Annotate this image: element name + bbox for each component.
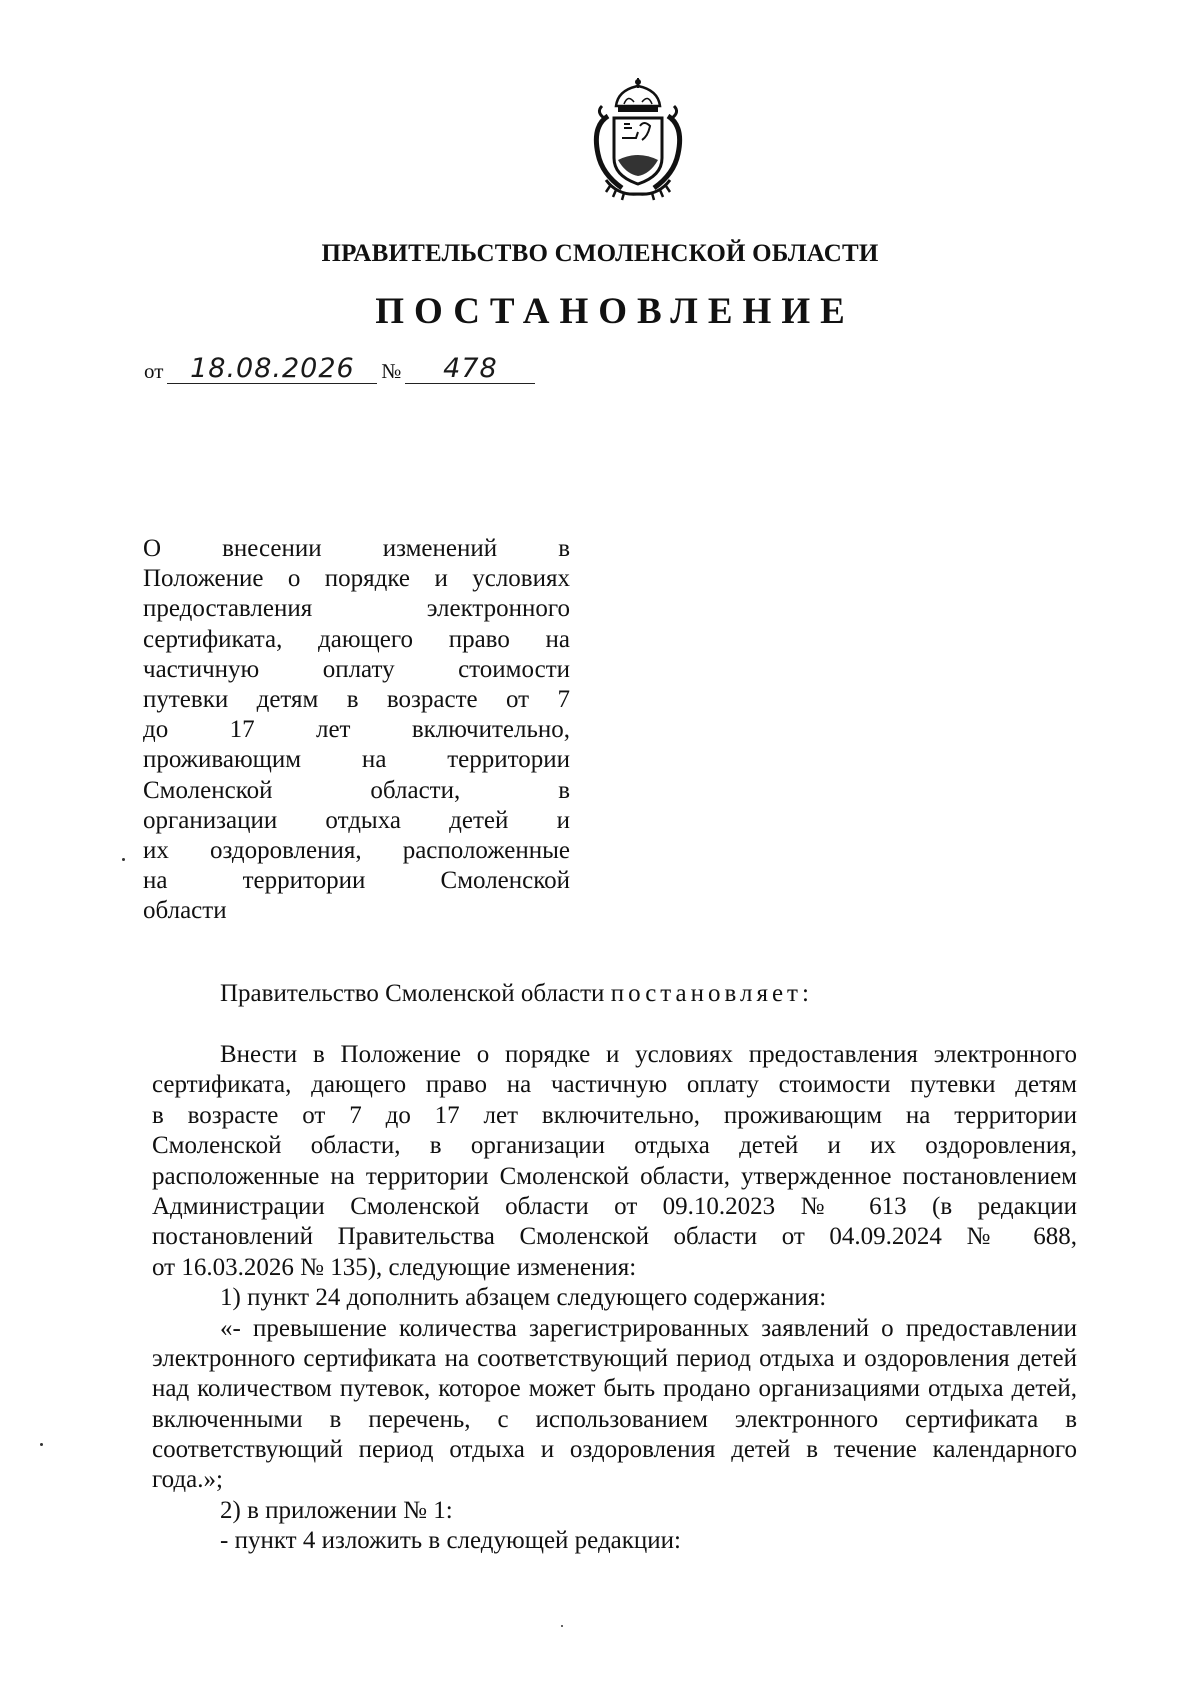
subject-line: Смоленской области, в bbox=[143, 776, 570, 804]
preamble-text: Правительство Смоленской области bbox=[220, 980, 605, 1007]
body-line: расположенные на территории Смоленской области, утвержденное постановлением bbox=[152, 1162, 1077, 1190]
body-line: Администрации Смоленской области от 09.10.2023 № 613 (в редакции bbox=[152, 1192, 1077, 1220]
scan-speck bbox=[122, 858, 125, 861]
date-number-line bbox=[140, 355, 535, 389]
body-line: 1) пункт 24 дополнить абзацем следующего содержания: bbox=[220, 1284, 827, 1312]
subject-line: предоставления электронного bbox=[143, 595, 570, 623]
subject-line: на территории Смоленской bbox=[143, 867, 570, 895]
body-line: над количеством путевок, которое может быть продано организациями отдыха детей, bbox=[152, 1375, 1077, 1403]
handwritten-number: 478 bbox=[405, 355, 535, 384]
body-line: соответствующий период отдыха и оздоровления детей в течение календарного bbox=[152, 1436, 1077, 1464]
body-line: сертификата, дающего право на частичную оплату стоимости путевки детям bbox=[152, 1071, 1077, 1099]
document-body bbox=[152, 1040, 1077, 1557]
organization-name: ПРАВИТЕЛЬСТВО СМОЛЕНСКОЙ ОБЛАСТИ bbox=[321, 240, 879, 267]
subject-line: их оздоровления, расположенные bbox=[143, 836, 570, 864]
date-prefix: от bbox=[144, 359, 164, 383]
body-line: электронного сертификата на соответствующий период отдыха и оздоровления детей bbox=[152, 1344, 1077, 1372]
subject-line: Положение о порядке и условиях bbox=[143, 565, 570, 593]
preamble-verb: постановляет: bbox=[610, 980, 813, 1007]
document-subject bbox=[143, 534, 570, 926]
subject-line: организации отдыха детей и bbox=[143, 806, 570, 834]
body-line: в возрасте от 7 до 17 лет включительно, проживающим на территории bbox=[152, 1101, 1077, 1129]
body-line: включенными в перечень, с использованием электронного сертификата в bbox=[152, 1405, 1077, 1433]
subject-line: до 17 лет включительно, bbox=[143, 716, 570, 744]
document-type-title: ПОСТАНОВЛЕНИЕ bbox=[375, 291, 855, 332]
scan-speck bbox=[40, 1443, 43, 1446]
body-line: «- превышение количества зарегистрированных заявлений о предоставлении bbox=[220, 1314, 1077, 1342]
number-prefix: № bbox=[381, 359, 402, 383]
body-line: года.»; bbox=[152, 1466, 223, 1494]
handwritten-date: 18.08.2026 bbox=[167, 355, 377, 384]
subject-line: О внесении изменений в bbox=[143, 535, 570, 562]
subject-line: проживающим на территории bbox=[143, 746, 570, 774]
body-line: от 16.03.2026 № 135), следующие изменения: bbox=[152, 1253, 637, 1281]
subject-line: области bbox=[143, 897, 227, 925]
subject-line: частичную оплату стоимости bbox=[143, 655, 570, 683]
body-line: - пункт 4 изложить в следующей редакции: bbox=[220, 1527, 681, 1555]
body-line: Внести в Положение о порядке и условиях предоставления электронного bbox=[220, 1041, 1077, 1068]
body-line: 2) в приложении № 1: bbox=[220, 1496, 453, 1524]
scan-speck bbox=[561, 1625, 563, 1627]
subject-line: сертификата, дающего право на bbox=[143, 625, 570, 653]
body-line: Смоленской области, в организации отдыха детей и их оздоровления, bbox=[152, 1132, 1077, 1160]
body-line: постановлений Правительства Смоленской области от 04.09.2024 № 688, bbox=[152, 1223, 1077, 1251]
preamble bbox=[220, 980, 813, 1008]
subject-line: путевки детям в возрасте от 7 bbox=[143, 685, 570, 713]
coat-of-arms-emblem bbox=[578, 76, 698, 206]
